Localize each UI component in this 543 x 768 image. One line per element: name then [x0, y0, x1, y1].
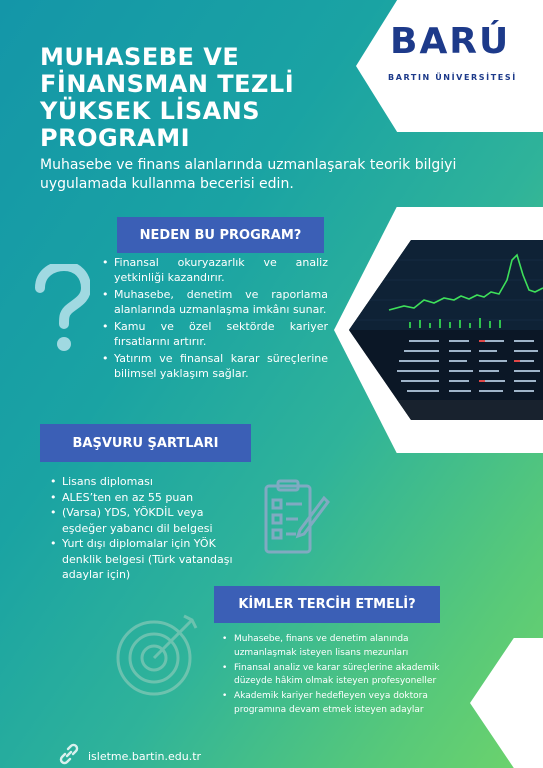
list-item: • Yurt dışı diplomalar için YÖK denklik belgesi (Türk vatandaşı adaylar için)	[50, 536, 250, 583]
list-item: • (Varsa) YDS, YÖKDİL veya eşdeğer yabancı dil belgesi	[50, 505, 250, 536]
list-item: • Finansal analiz ve karar süreçlerine akademik düzeyde hâkim olmak isteyen profesyoneller	[222, 662, 462, 689]
list-item: • Muhasebe, finans ve denetim alanında uzmanlaşmak isteyen lisans mezunları	[222, 633, 462, 660]
logo: BARÚ	[390, 21, 511, 62]
requirements-heading: BAŞVURU ŞARTLARI	[40, 424, 251, 462]
website-link[interactable]: isletme.bartin.edu.tr	[88, 750, 202, 763]
link-icon	[58, 743, 80, 765]
logo-background	[356, 0, 543, 132]
why-program-heading: NEDEN BU PROGRAM?	[117, 217, 324, 253]
requirements-list	[50, 474, 250, 583]
question-mark-icon	[34, 264, 90, 356]
list-item: • ALES’ten en az 55 puan	[50, 490, 250, 506]
who-should-apply-heading: KİMLER TERCİH ETMELİ?	[214, 586, 440, 623]
why-program-list	[102, 255, 328, 383]
list-item: • Muhasebe, denetim ve raporlama alanlarında uzmanlaşma imkânı sunar.	[102, 287, 328, 317]
list-item: • Finansal okuryazarlık ve analiz yetkinliği kazandırır.	[102, 255, 328, 285]
page-subtitle: Muhasebe ve finans alanlarında uzmanlaşarak teorik bilgiyi uygulamada kullanma becerisi edin.	[40, 157, 457, 192]
decorative-hexagon	[470, 638, 543, 768]
list-item: • Akademik kariyer hedefleyen veya doktora programına devam etmek isteyen adaylar	[222, 690, 462, 717]
target-icon	[112, 610, 202, 700]
list-item: • Yatırım ve finansal karar süreçlerine bilimsel yaklaşım sağlar.	[102, 351, 328, 381]
who-should-apply-list	[222, 633, 462, 719]
clipboard-checklist-icon	[262, 478, 332, 556]
logo-subtitle: BARTIN ÜNİVERSİTESİ	[388, 73, 517, 82]
page-title: MUHASEBE VE FİNANSMAN TEZLİ YÜKSEK LİSANS PROGRAMI	[40, 43, 295, 152]
list-item: • Lisans diploması	[50, 474, 250, 490]
list-item: • Kamu ve özel sektörde kariyer fırsatlarını artırır.	[102, 319, 328, 349]
